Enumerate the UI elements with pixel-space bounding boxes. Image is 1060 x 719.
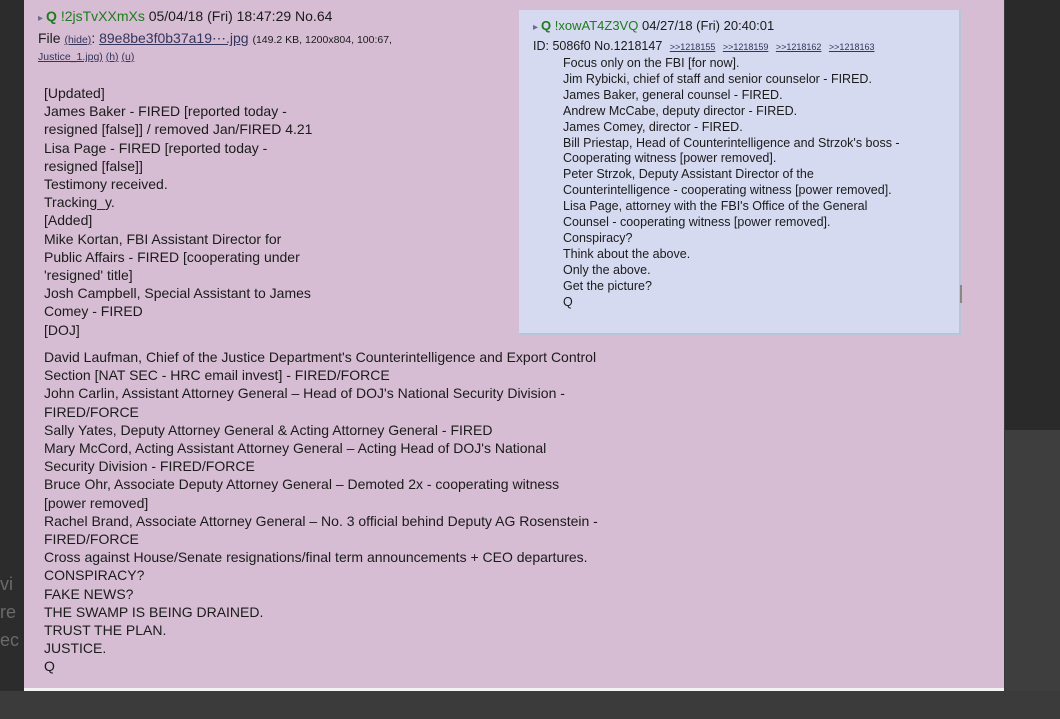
post-body-top: [Updated] James Baker - FIRED [reported today - resigned [false]] / removed Jan/FIRED 4.21 Lisa Page - FIRED [reported today - resigned [false]] Testimony received. Tracking_y. [Added] Mike Kortan, FBI Assistant Director for Public Affairs - FIRED [cooperating under 'resigned' title] Josh Campbell, Special Assistant to James Comey - FIRED [DOJ] [44, 85, 313, 338]
quoted-post-body: Focus only on the FBI [for now]. Jim Rybicki, chief of staff and senior counselor - FIRED. James Baker, general counsel - FIRED. Andrew McCabe, deputy director - FIRED. James Comey, director - FIRED. Bill Priestap, Head of Counterintelligence and Strzok's boss - Cooperating witness [power removed]. Peter Strzok, Deputy Assistant Director of the Counterintelligence - cooperating witness [power removed]. Lisa Page, attorney with the FBI's Office of the General Counsel - cooperating witness [power removed]. Conspiracy? Think about the above. Only the above. Get the picture? Q [563, 56, 900, 309]
post-number[interactable]: No.64 [295, 8, 333, 24]
quoted-post-number[interactable]: No.1218147 [594, 39, 663, 53]
file-name-link[interactable]: 89e8be3f0b37a19⋯.jpg [99, 30, 249, 46]
poster-id: ID: 5086f0 [533, 39, 591, 53]
post-date: 05/04/18 (Fri) 18:47:29 [148, 8, 292, 24]
quoted-poster-name: Q [541, 18, 552, 33]
file-info-line-2 [38, 51, 134, 63]
post-menu-arrow-icon[interactable]: ▸ [38, 13, 44, 24]
quoted-post-id-line [533, 39, 874, 53]
quoted-post-menu-arrow-icon[interactable]: ▸ [533, 22, 539, 33]
file-label: File [38, 30, 61, 46]
file-h-link[interactable]: (h) [105, 51, 119, 63]
backlink[interactable]: >>1218163 [828, 42, 875, 52]
backlink[interactable]: >>1218162 [775, 42, 822, 52]
poster-tripcode: !2jsTvXXmXs [60, 8, 145, 24]
hide-file-link[interactable]: (hide) [64, 34, 92, 46]
poster-name: Q [46, 8, 57, 24]
backlink[interactable]: >>1218155 [669, 42, 716, 52]
quoted-post-date: 04/27/18 (Fri) 20:40:01 [641, 18, 775, 33]
video-frame-bottom-bar [0, 691, 1060, 719]
file-u-link[interactable]: (u) [121, 51, 135, 63]
video-frame-right-lower [1005, 430, 1060, 719]
quoted-post [519, 10, 961, 335]
scroll-marker [960, 285, 962, 303]
quoted-poster-tripcode: !xowAT4Z3VQ [554, 18, 639, 33]
background-text: vi re ec [0, 574, 20, 650]
post-header [38, 8, 332, 24]
file-info-line: File (hide): 89e8be3f0b37a19⋯.jpg (149.2 KB, 1200x804, 100:67, [38, 30, 392, 46]
post-body-bottom: David Laufman, Chief of the Justice Department's Counterintelligence and Export Control Section [NAT SEC - HRC email invest] - FIRED/FORCE John Carlin, Assistant Attorney General – Head of DOJ's National Security Division - FIRED/FORCE Sally Yates, Deputy Attorney General & Acting Attorney General - FIRED Mary McCord, Acting Assistant Attorney General – Acting Head of DOJ's National Security Division - FIRED/FORCE Bruce Ohr, Associate Deputy Attorney General – Demoted 2x - cooperating witness [power removed] Rachel Brand, Associate Attorney General – No. 3 official behind Deputy AG Rosenstein - FIRED/FORCE Cross against House/Senate resignations/final term announcements + CEO departures. CONSPIRACY? FAKE NEWS? THE SWAMP IS BEING DRAINED. TRUST THE PLAN. JUSTICE. Q [44, 349, 598, 675]
quoted-post-header [533, 18, 774, 33]
file-info: (149.2 KB, 1200x804, 100:67, [252, 34, 392, 46]
file-original-name[interactable]: Justice_1.jpg) [38, 51, 103, 63]
backlink[interactable]: >>1218159 [722, 42, 769, 52]
